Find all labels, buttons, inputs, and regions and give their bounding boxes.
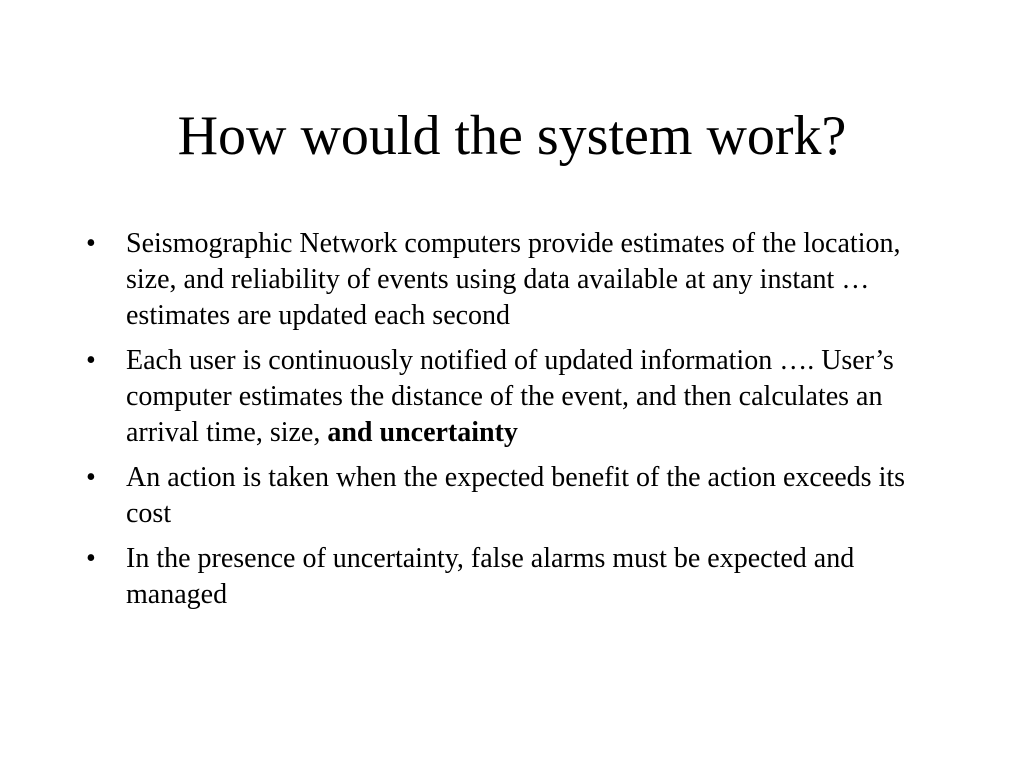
bullet-item-3 [80,460,940,532]
bullet-item-1 [80,226,940,334]
bullet-marker: • [86,228,96,259]
bullet-item-4 [80,541,940,613]
bullet-marker: • [86,345,96,376]
bullet-marker: • [86,543,96,574]
bullet-list [80,226,940,622]
bullet-item-2 [80,343,940,451]
bullet-text: In the presence of uncertainty, false alarms must be expected and managed [126,543,855,610]
slide-title: How would the system work? [177,105,847,167]
bullet-marker: • [86,462,96,493]
bullet-emphasis: and uncertainty [327,417,518,448]
bullet-text: An action is taken when the expected benefit of the action exceeds its cost [126,462,906,529]
bullet-text: Seismographic Network computers provide estimates of the location, size, and reliability of events using data available at any instant … estimates are updated each second [126,228,901,331]
bullet-text: Each user is continuously notified of updated information …. User’s computer estimates the distance of the event, and then calculates an arrival time, size, [126,345,894,448]
